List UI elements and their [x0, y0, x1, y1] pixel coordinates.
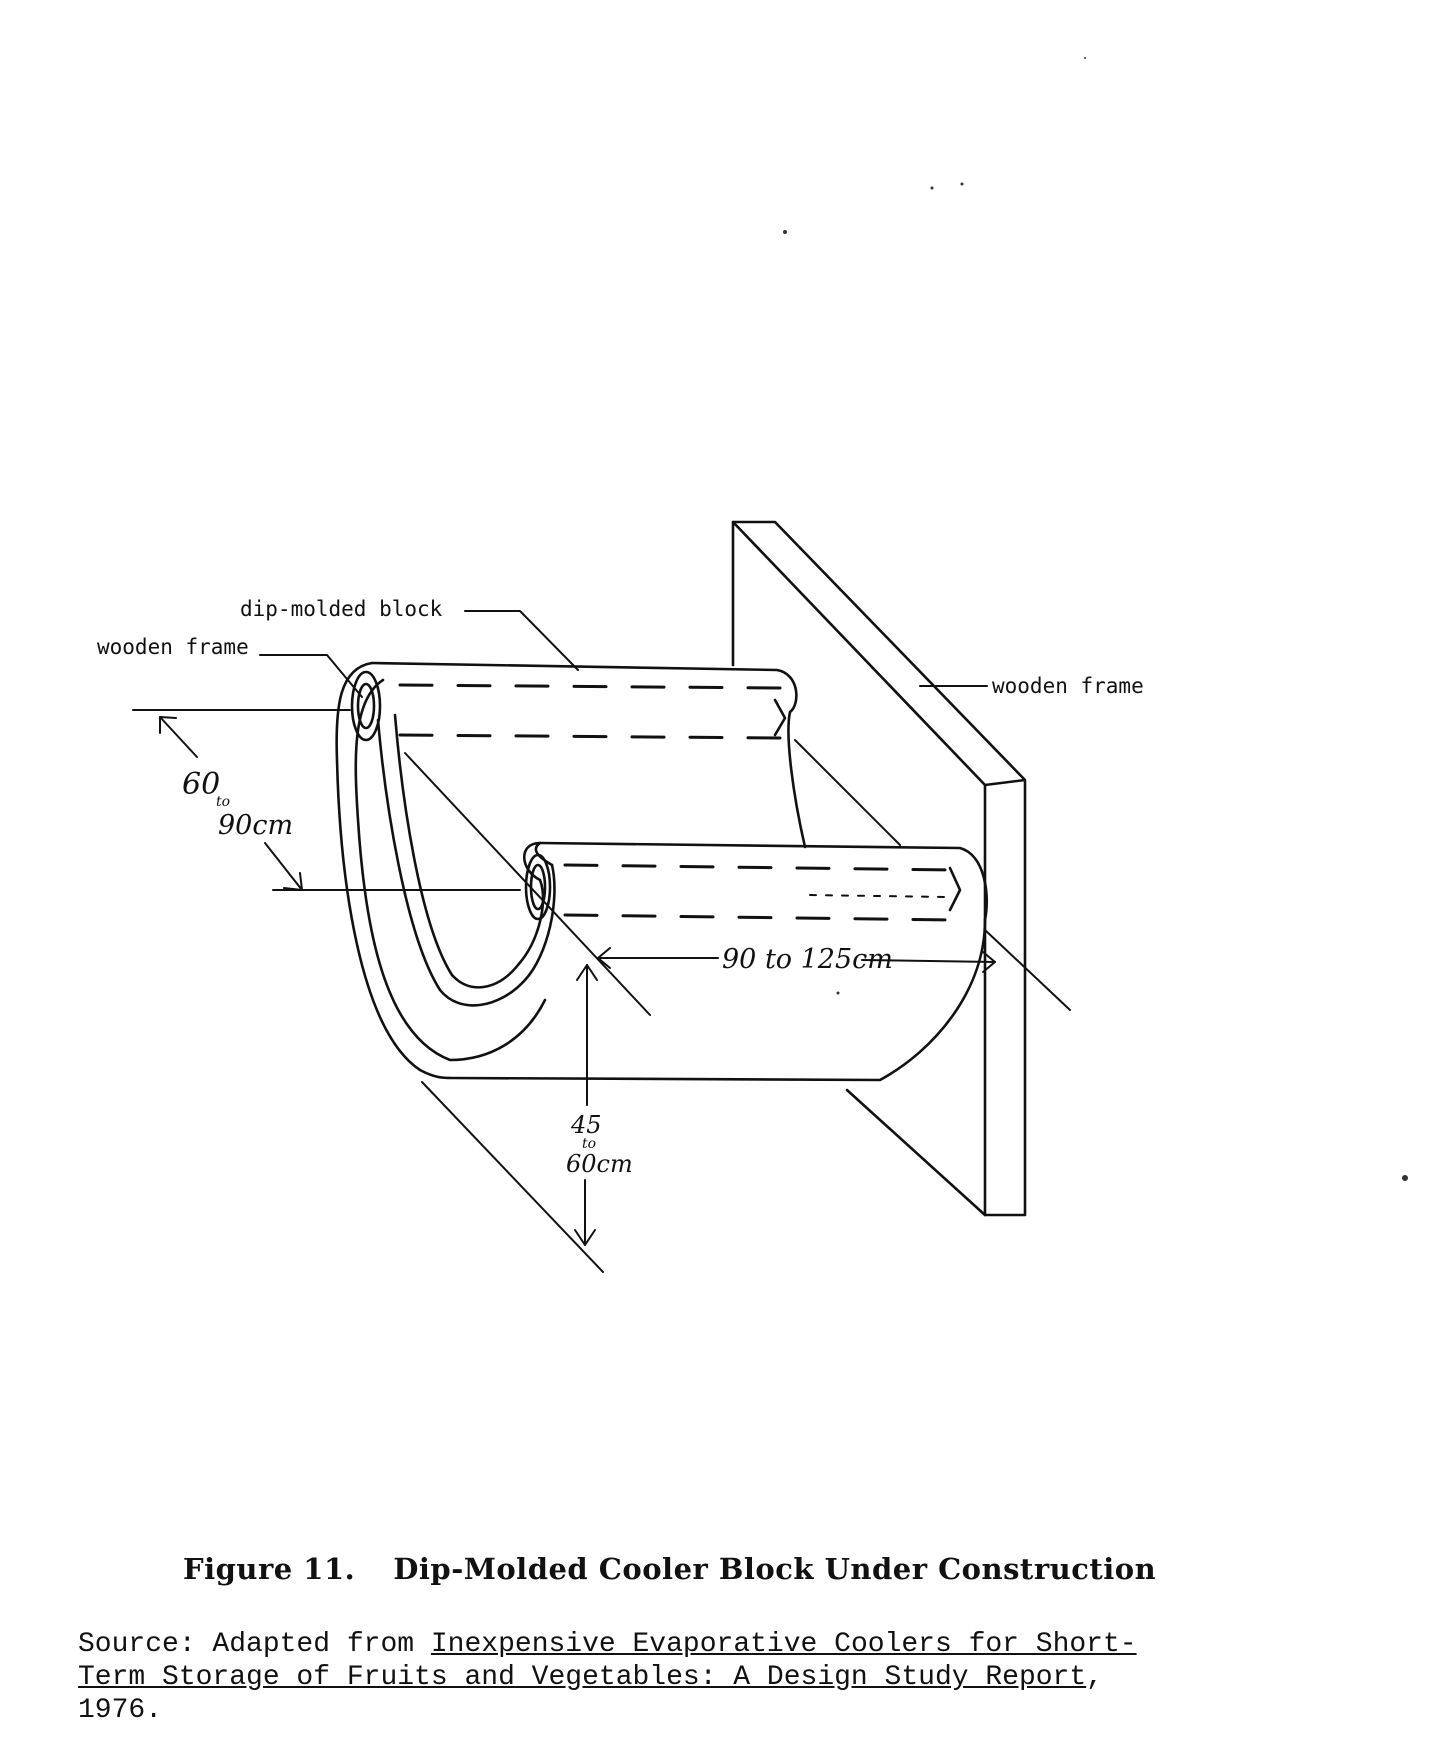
dip-molded-block — [337, 663, 987, 1080]
figure-number: Figure 11. — [183, 1552, 356, 1586]
figure-caption — [183, 1552, 1383, 1586]
depth-dimension-upto: 60cm — [566, 1150, 633, 1178]
wooden-frame-label-right: wooden frame — [992, 674, 1144, 698]
height-dimension-to: to — [216, 794, 231, 810]
inner-rod-dots — [810, 895, 945, 897]
source-prefix: Source: Adapted from — [78, 1629, 415, 1660]
source-line-2 — [78, 1661, 1388, 1694]
source-line-1 — [78, 1628, 1388, 1661]
extension-lines — [133, 710, 1070, 1272]
inner-rod-dashes — [400, 685, 955, 920]
figure-title: Dip-Molded Cooler Block Under Construction — [393, 1552, 1157, 1586]
dimension-height-arrows — [160, 717, 302, 890]
depth-dimension-to: to — [582, 1136, 597, 1152]
height-dimension-upto: 90cm — [218, 810, 294, 841]
source-citation — [78, 1628, 1388, 1727]
source-title-line-2: Term Storage of Fruits and Vegetables: A Design Study Report — [78, 1662, 1087, 1693]
source-title-line-1: Inexpensive Evaporative Coolers for Short- — [430, 1629, 1137, 1660]
source-year: 1976. — [78, 1695, 163, 1726]
height-dimension-from: 60 — [182, 767, 221, 802]
source-title-suffix: , — [1086, 1662, 1103, 1693]
scan-specks — [783, 57, 1408, 1181]
dip-molded-block-label: dip-molded block — [240, 597, 443, 621]
length-dimension-label: 90 to 125cm — [722, 944, 893, 975]
wooden-frame-label-left: wooden frame — [97, 635, 249, 659]
depth-dimension-from: 45 — [571, 1111, 602, 1139]
dimension-depth-arrows — [575, 965, 597, 1245]
